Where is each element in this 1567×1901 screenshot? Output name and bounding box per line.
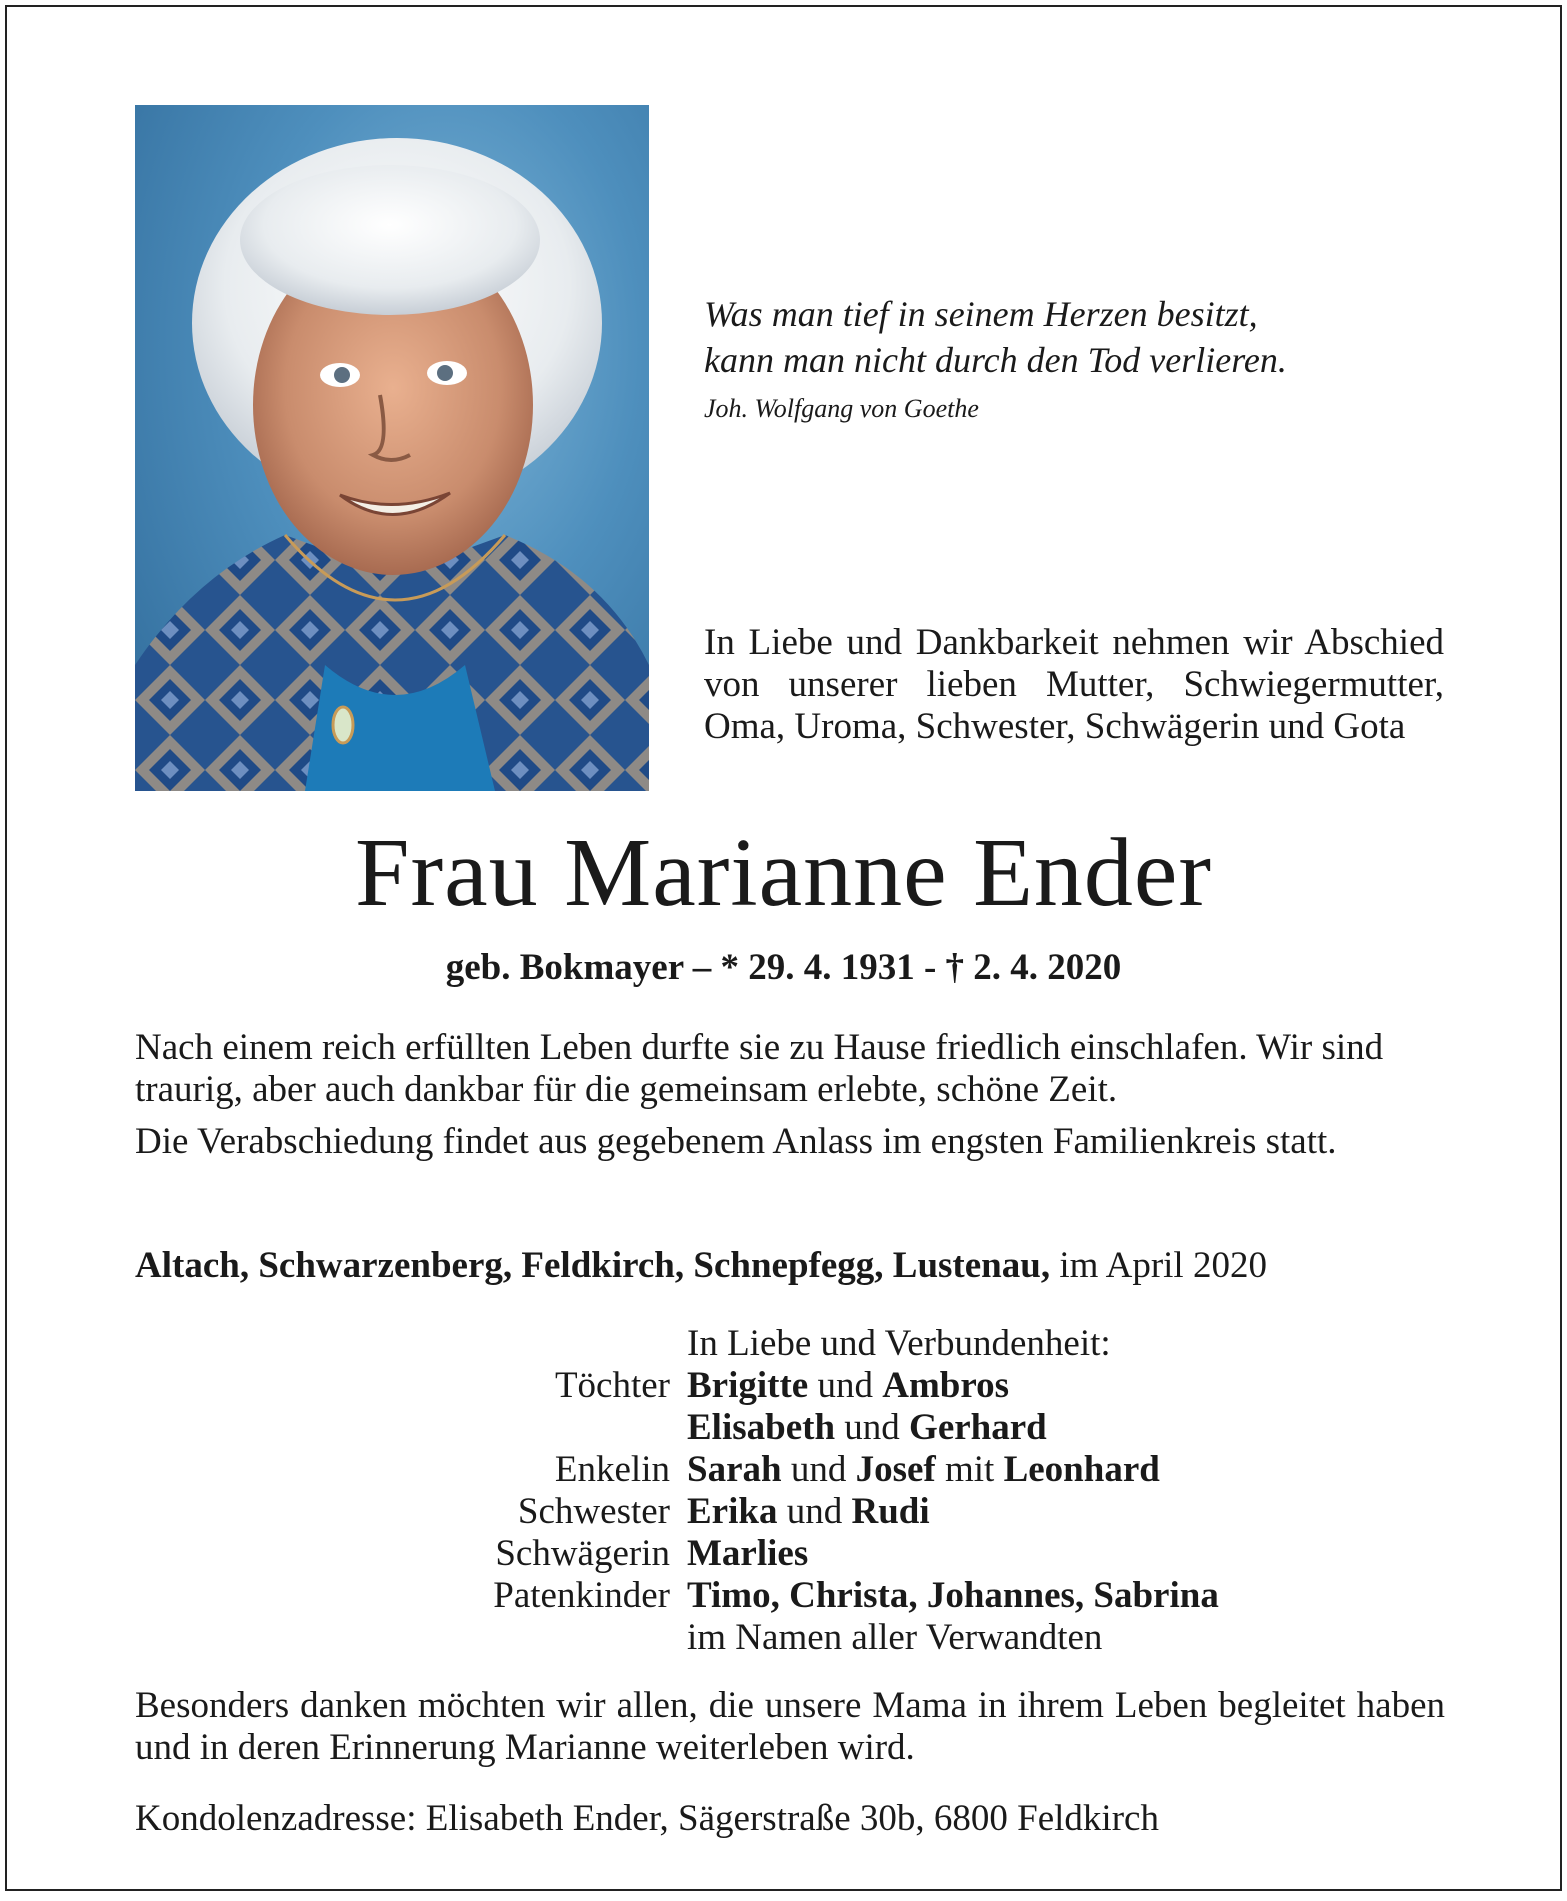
role-label: Schwägerin xyxy=(495,1533,670,1574)
role-label: Enkelin xyxy=(554,1449,670,1490)
family-row-schwaegerin xyxy=(135,1533,1445,1575)
announcement-paragraph-1: Nach einem reich erfüllten Leben durfte sie zu Hause friedlich einschlafen. Wir sind traurig, aber auch dankbar für die gemeinsam erlebte, schöne Zeit. xyxy=(135,1027,1384,1110)
obituary-page xyxy=(5,5,1562,1891)
places-list: Altach, Schwarzenberg, Feldkirch, Schnepfegg, Lustenau, xyxy=(135,1245,1051,1286)
epigraph-quote xyxy=(704,291,1424,427)
family-name: Josef xyxy=(855,1449,936,1490)
quote-author: Joh. Wolfgang von Goethe xyxy=(704,394,979,423)
family-name: Gerhard xyxy=(909,1407,1047,1448)
family-name: Marlies xyxy=(687,1533,809,1574)
family-name: Rudi xyxy=(851,1491,930,1532)
family-name: Sarah xyxy=(687,1449,782,1490)
family-name: Ambros xyxy=(882,1365,1010,1406)
places-and-date xyxy=(135,1244,1445,1288)
deceased-name: Frau Marianne Ender xyxy=(354,819,1213,927)
family-footer-row xyxy=(135,1617,1445,1659)
family-row-enkelin: Enkelin Sarah und Josef mit Leonhard xyxy=(135,1449,1445,1491)
family-row-schwester: Schwester Erika und Rudi xyxy=(135,1491,1445,1533)
family-name: Erika xyxy=(687,1491,778,1532)
portrait-photo xyxy=(135,105,649,791)
role-label: Patenkinder xyxy=(493,1575,670,1616)
quote-line-2: kann man nicht durch den Tod verlieren. xyxy=(704,340,1287,380)
family-row-toechter: Töchter Brigitte und Ambros xyxy=(135,1365,1445,1407)
role-label: Töchter xyxy=(554,1365,670,1406)
thanks-text: Besonders danken möchten wir allen, die unsere Mama in ihrem Leben begleitet haben und in deren Erinnerung Marianne weiterleben wird. xyxy=(135,1685,1445,1768)
family-footer: im Namen aller Verwandten xyxy=(687,1617,1103,1658)
family-row-toechter-2: Elisabeth und Gerhard xyxy=(687,1407,1047,1448)
family-heading: In Liebe und Verbundenheit: xyxy=(687,1323,1111,1364)
portrait-illustration xyxy=(135,105,649,791)
announcement-body xyxy=(135,1027,1445,1173)
family-name: Timo, Christa, Johannes, Sabrina xyxy=(687,1575,1219,1616)
role-label: Schwester xyxy=(517,1491,670,1532)
family-list xyxy=(135,1323,1445,1659)
place-date: im April 2020 xyxy=(1050,1245,1267,1286)
family-name: Leonhard xyxy=(1003,1449,1160,1490)
birth-death-dates: geb. Bokmayer – * 29. 4. 1931 - † 2. 4. 2020 xyxy=(445,947,1122,988)
quote-line-1: Was man tief in seinem Herzen besitzt, xyxy=(704,294,1258,334)
announcement-paragraph-2: Die Verabschiedung findet aus gegebenem Anlass im engsten Familienkreis statt. xyxy=(135,1121,1337,1162)
family-row-patenkinder xyxy=(135,1575,1445,1617)
family-name: Brigitte xyxy=(687,1365,809,1406)
family-name: Elisabeth xyxy=(687,1407,836,1448)
intro-text: In Liebe und Dankbarkeit nehmen wir Abschied von unserer lieben Mutter, Schwiegermutter, Oma, Uroma, Schwester, Schwägerin und Gota xyxy=(704,622,1444,747)
family-heading-row xyxy=(135,1323,1445,1365)
condolence-address: Kondolenzadresse: Elisabeth Ender, Sägerstraße 30b, 6800 Feldkirch xyxy=(135,1798,1159,1839)
